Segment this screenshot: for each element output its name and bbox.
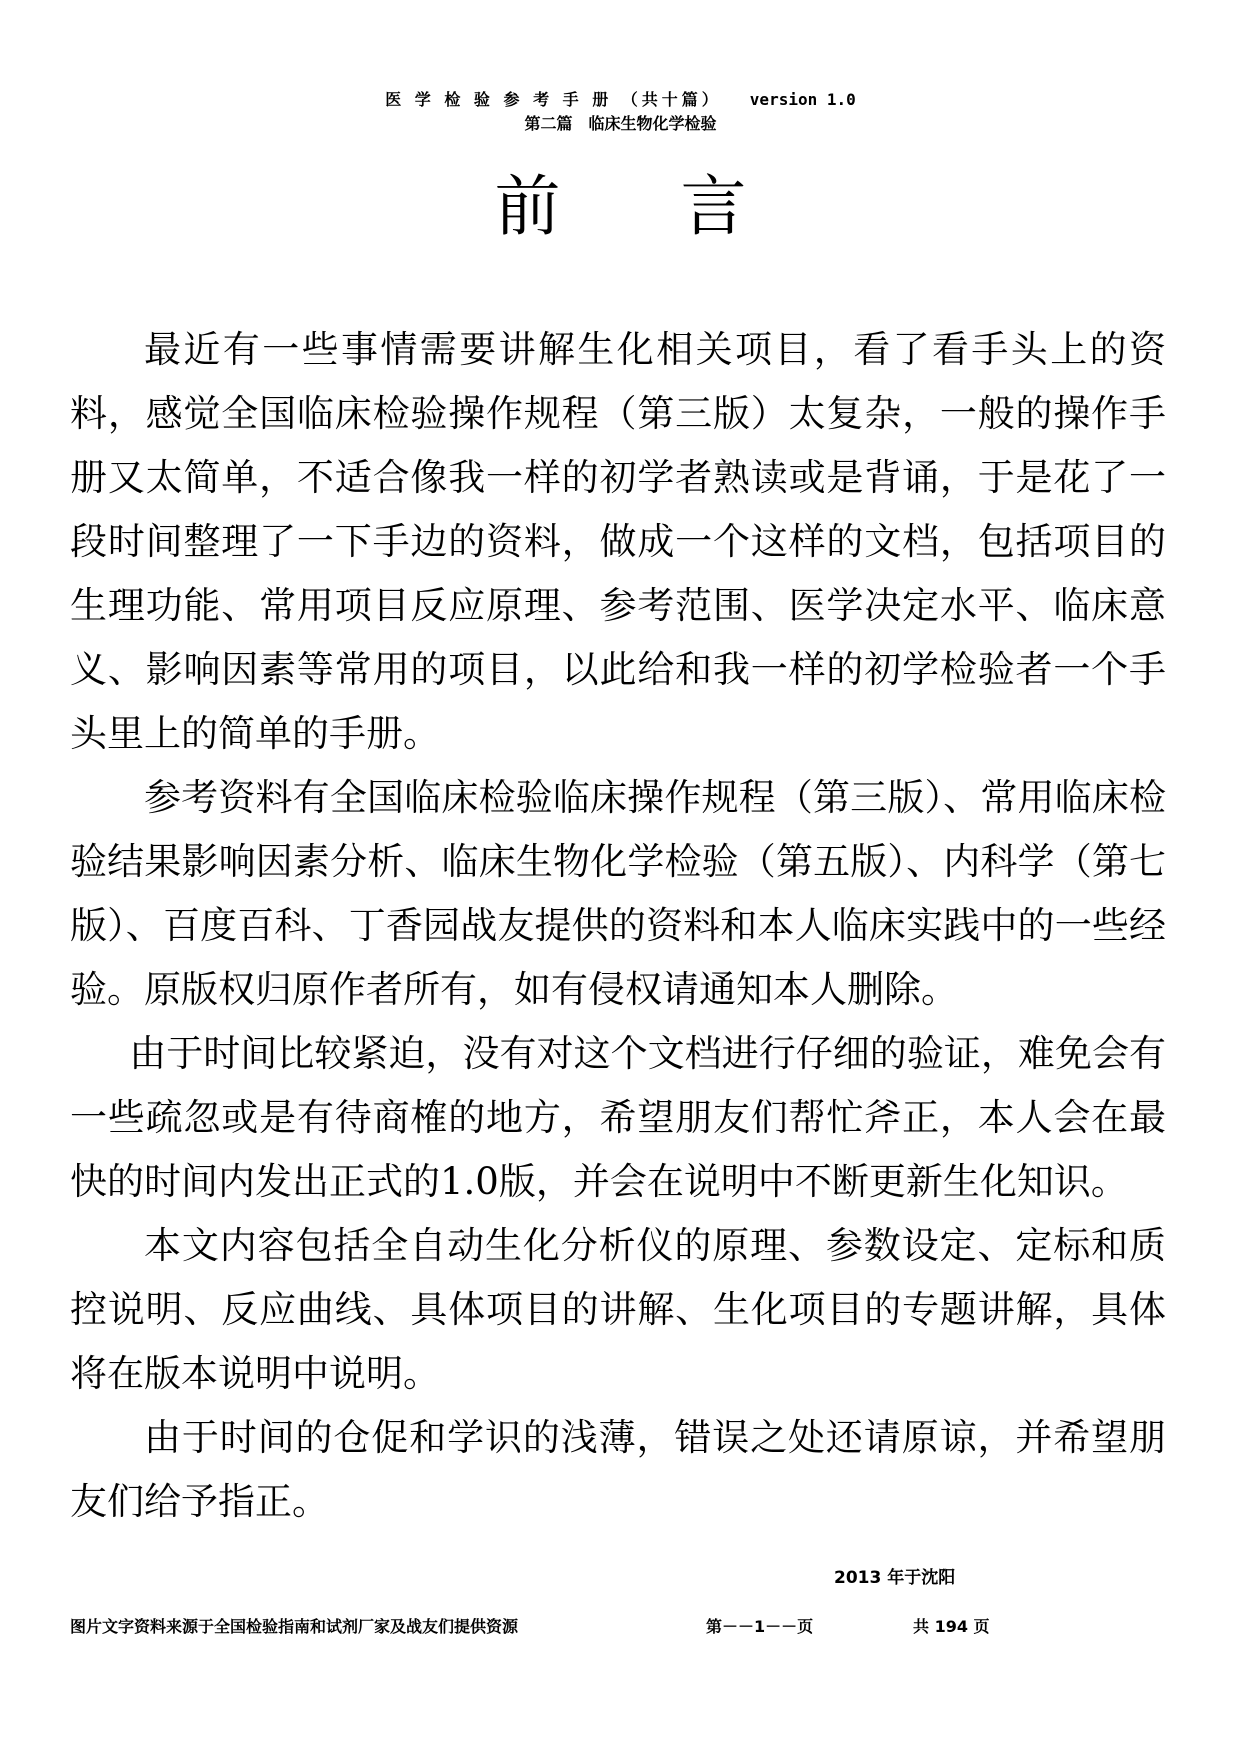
paragraph: 最近有一些事情需要讲解生化相关项目，看了看手头上的资料，感觉全国临床检验操作规程（第三版）太复杂，一般的操作手册又太简单，不适合像我一样的初学者熟读或是背诵，于是花了一段时间整理了一下手边的资料，做成一个这样的文档，包括项目的生理功能、常用项目反应原理、参考范围、医学决定水平、临床意义、影响因素等常用的项目，以此给和我一样的初学检验者一个手头里上的简单的手册。 <box>70 328 1166 755</box>
signature-date: 2013 年于沈阳 <box>834 1568 956 1588</box>
manual-title: 医 学 检 验 参 考 手 册 （共十篇） <box>385 90 722 109</box>
paragraph: 由于时间比较紧迫，没有对这个文档进行仔细的验证，难免会有一些疏忽或是有待商榷的地方，希望朋友们帮忙斧正，本人会在最快的时间内发出正式的1.0版，并会在说明中不断更新生化知识。 <box>70 1032 1166 1203</box>
paragraph: 参考资料有全国临床检验临床操作规程（第三版）、常用临床检验结果影响因素分析、临床生物化学检验（第五版）、内科学（第七版）、百度百科、丁香园战友提供的资料和本人临床实践中的一些经验。原版权归原作者所有，如有侵权请通知本人删除。 <box>70 776 1166 1011</box>
chapter-title: 第二篇 临床生物化学检验 <box>524 114 717 133</box>
manual-title-line <box>0 88 1241 112</box>
page-number: 第－－1－－页 <box>706 1617 814 1636</box>
version-label: version 1.0 <box>749 90 856 109</box>
page-title: 前言 <box>494 168 867 245</box>
footer-source: 图片文字资料来源于全国检验指南和试剂厂家及战友们提供资源 <box>70 1617 519 1636</box>
paragraph: 本文内容包括全自动生化分析仪的原理、参数设定、定标和质控说明、反应曲线、具体项目的讲解、生化项目的专题讲解，具体将在版本说明中说明。 <box>70 1224 1166 1395</box>
paragraph: 由于时间的仓促和学识的浅薄，错误之处还请原谅，并希望朋友们给予指正。 <box>70 1416 1166 1523</box>
page-total: 共 194 页 <box>913 1617 990 1636</box>
page-header <box>0 88 1241 136</box>
preface-body <box>70 318 1166 1534</box>
